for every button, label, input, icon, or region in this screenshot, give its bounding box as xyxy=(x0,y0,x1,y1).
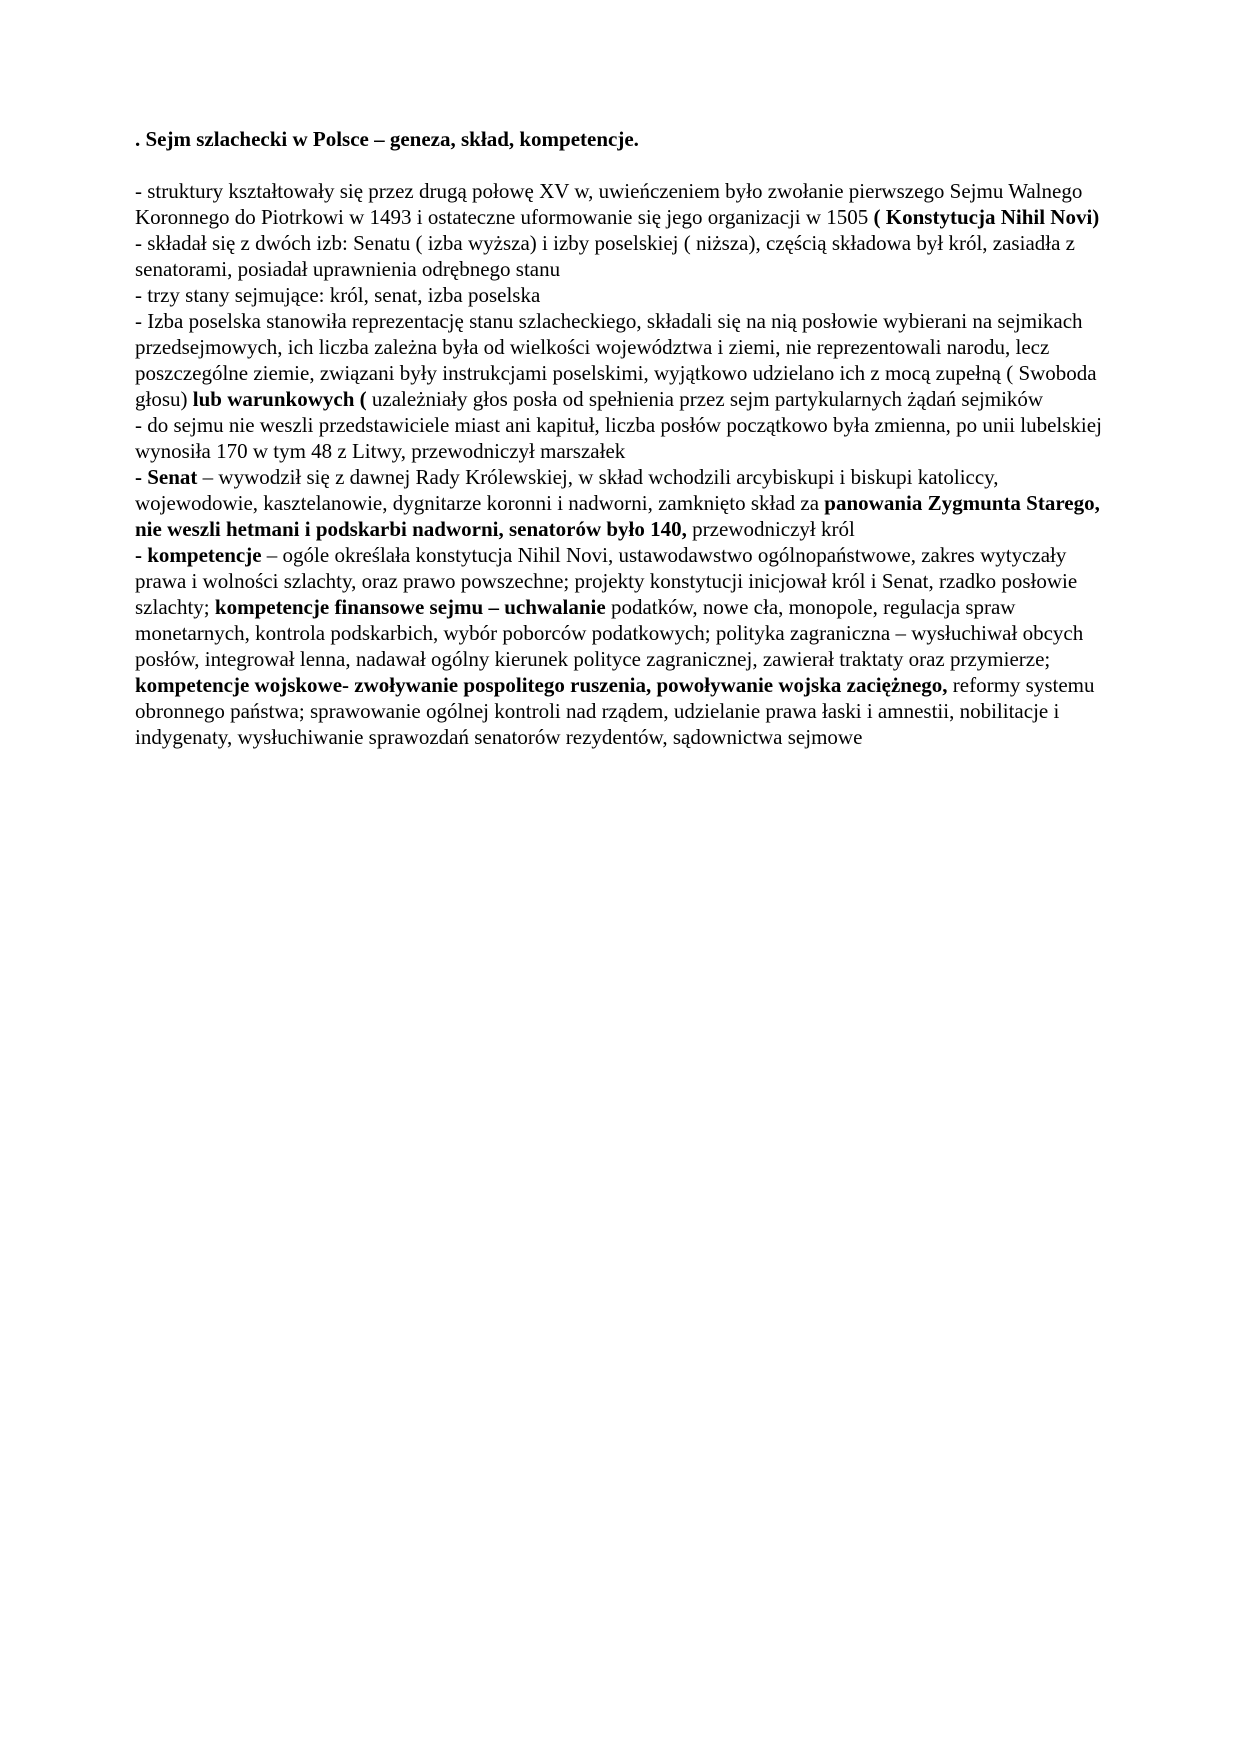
text-run: – ogóle określała konstytucja Nihil Novi, ustawodawstwo ogólnopaństwowe, zakres wytyczały prawa i wolności szlachty, oraz prawo powszechne; projekty konstytucji inicjował król i Senat, rzadko posłowie szlachty; xyxy=(135,543,1078,619)
text-run-bold: - Senat xyxy=(135,465,198,489)
text-run: uzależniały głos posła od spełnienia przez sejm partykularnych żądań sejmików xyxy=(366,387,1044,411)
text-run-bold: kompetencje wojskowe- zwoływanie pospolitego ruszenia, powoływanie wojska zaciężnego, xyxy=(135,673,948,697)
text-run: – wywodził się z dawnej Rady Królewskiej, w skład wchodzili arcybiskupi i biskupi katoliccy, wojewodowie, kasztelanowie, dygnitarze koronni i nadworni, zamknięto skład za xyxy=(135,465,999,515)
paragraph xyxy=(135,412,1105,464)
text-run: przewodniczył król xyxy=(686,517,855,541)
text-run-bold: panowania Zygmunta Starego, nie weszli hetmani i podskarbi nadworni, senatorów było 140, xyxy=(135,491,1100,541)
text-run: podatków, nowe cła, monopole, regulacja spraw monetarnych, kontrola podskarbich, wybór poborców podatkowych; polityka zagraniczna – wysłuchiwał obcych posłów, integrował lenna, nadawał ogólny kierunek polityce zagranicznej, zawierał traktaty oraz przymierze; xyxy=(135,595,1084,671)
paragraph xyxy=(135,542,1105,750)
text-run: - do sejmu nie weszli przedstawiciele miast ani kapituł, liczba posłów początkowo była zmienna, po unii lubelskiej wynosiła 170 w tym 48 z Litwy, przewodniczył marszałek xyxy=(135,413,1102,463)
document-title: . Sejm szlachecki w Polsce – geneza, skład, kompetencje. xyxy=(135,127,639,151)
text-run-bold: ( Konstytucja Nihil Novi) xyxy=(873,205,1100,229)
text-run: - Izba poselska stanowiła reprezentację stanu szlacheckiego, składali się na nią posłowie wybierani na sejmikach przedsejmowych, ich liczba zależna była od wielkości województwa i ziemi, nie reprezentowali narodu, lecz poszczególne ziemie, związani były instrukcjami poselskimi, wyjątkowo udzielano ich z mocą zupełną ( Swoboda głosu) xyxy=(135,309,1097,411)
document-body xyxy=(135,178,1105,750)
paragraph xyxy=(135,230,1105,282)
paragraph xyxy=(135,308,1105,412)
paragraph xyxy=(135,464,1105,542)
text-run: - składał się z dwóch izb: Senatu ( izba wyższa) i izby poselskiej ( niższa), częścią składowa był król, zasiadła z senatorami, posiadał uprawnienia odrębnego stanu xyxy=(135,231,1075,281)
text-run: reformy systemu obronnego państwa; sprawowanie ogólnej kontroli nad rządem, udzielanie prawa łaski i amnestii, nobilitacje i indygenaty, wysłuchiwanie sprawozdań senatorów rezydentów, sądownictwa sejmowe xyxy=(135,673,1095,749)
text-run: - trzy stany sejmujące: król, senat, izba poselska xyxy=(135,283,541,307)
paragraph xyxy=(135,178,1105,230)
text-run-bold: kompetencje finansowe sejmu – uchwalanie xyxy=(214,595,606,619)
text-run-bold: lub warunkowych ( xyxy=(192,387,367,411)
text-run-bold: - kompetencje xyxy=(135,543,262,567)
paragraph xyxy=(135,282,1105,308)
text-run: - struktury kształtowały się przez drugą połowę XV w, uwieńczeniem było zwołanie pierwszego Sejmu Walnego Koronnego do Piotrkowi w 1493 i ostateczne uformowanie się jego organizacji w 1505 xyxy=(135,179,1083,229)
